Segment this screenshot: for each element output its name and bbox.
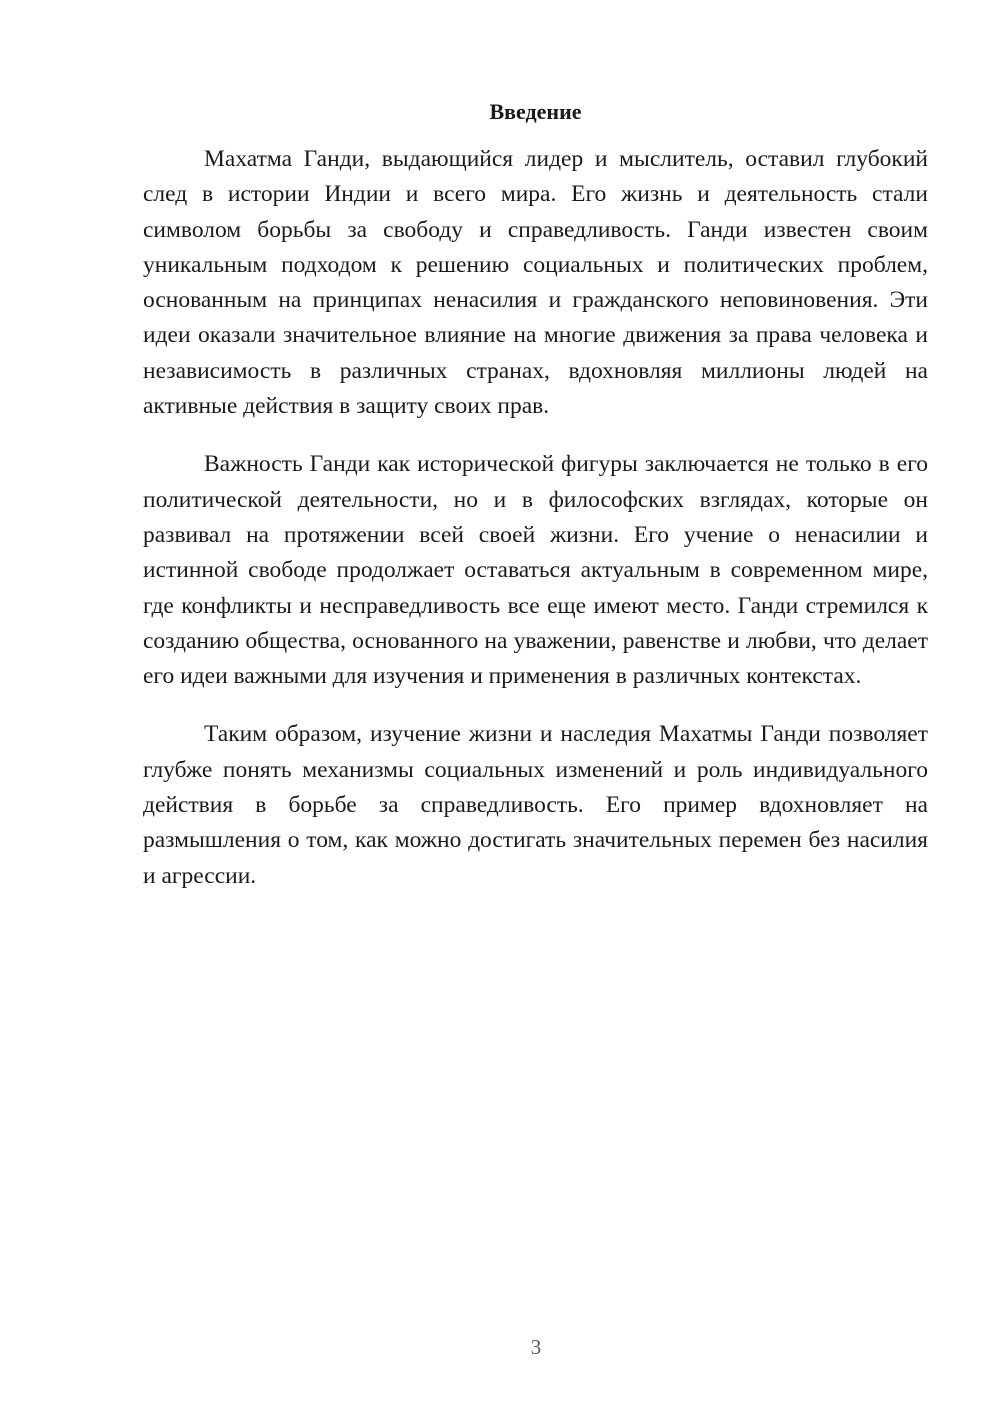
paragraph-2: Важность Ганди как исторической фигуры заключается не только в его политической деятельности, но и в философских взглядах, которые он развивал на протяжении всей своей жизни. Его учение о ненасилии и истинной свободе продолжает оставаться актуальным в современном мире, где конфликты и несправедливость все еще имеют место. Ганди стремился к созданию общества, основанного на уважении, равенстве и любви, что делает его идеи важными для изучения и применения в различных контекстах. — [143, 451, 928, 690]
paragraph-1: Махатма Ганди, выдающийся лидер и мыслитель, оставил глубокий след в истории Индии и всего мира. Его жизнь и деятельность стали символом борьбы за свободу и справедливость. Ганди известен своим уникальным подходом к решению социальных и политических проблем, основанным на принципах ненасилия и гражданского неповиновения. Эти идеи оказали значительное влияние на многие движения за права человека и независимость в различных странах, вдохновляя миллионы людей на активные действия в защиту своих прав. — [143, 146, 928, 420]
section-heading: Введение — [489, 99, 582, 124]
page-number: 3 — [530, 1335, 542, 1359]
paragraph-3: Таким образом, изучение жизни и наследия Махатмы Ганди позволяет глубже понять механизмы социальных изменений и роль индивидуального действия в борьбе за справедливость. Его пример вдохновляет на размышления о том, как можно достигать значительных перемен без насилия и агрессии. — [143, 721, 928, 889]
body-text — [143, 142, 928, 917]
